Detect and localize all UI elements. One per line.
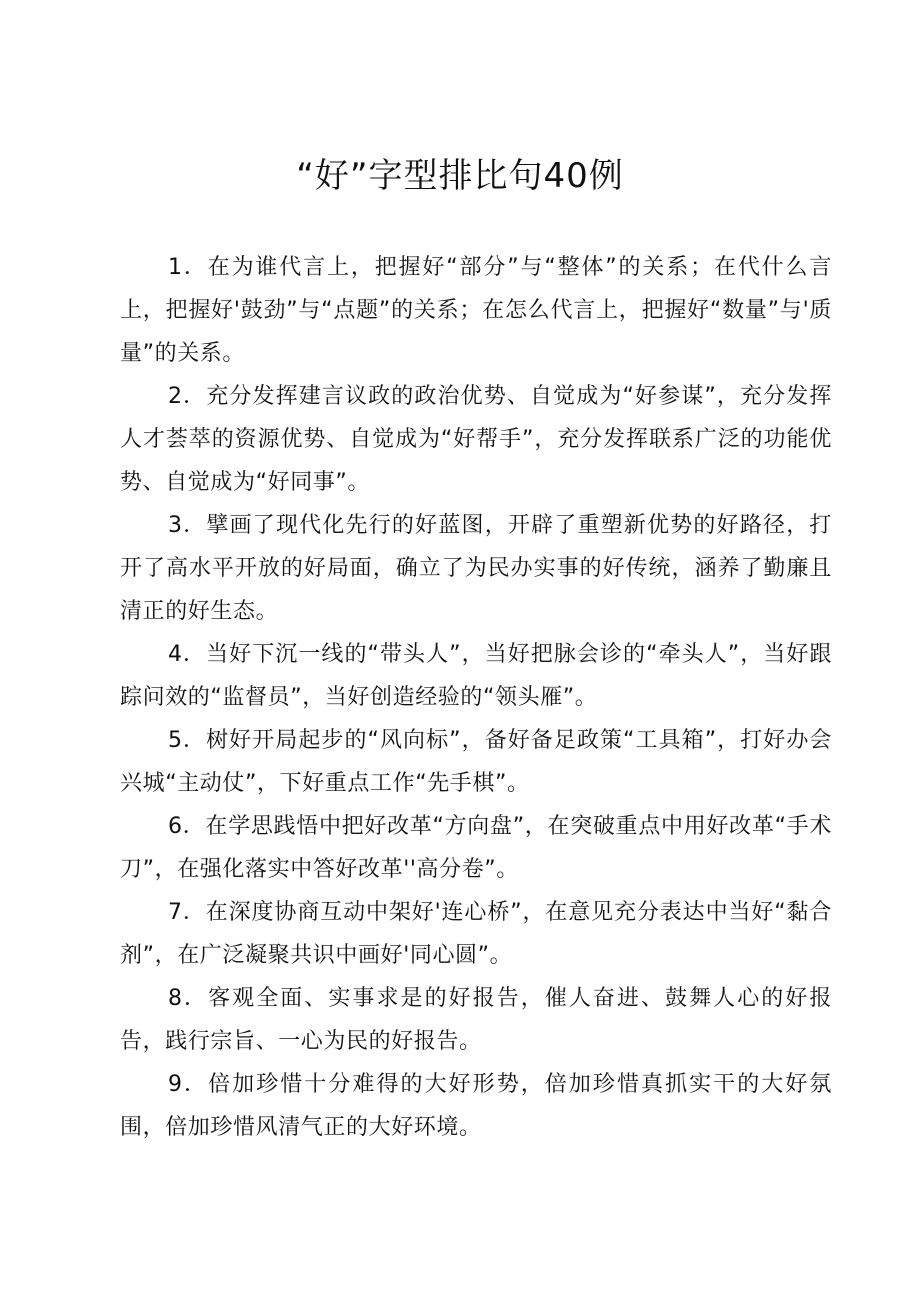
- paragraph-1: 1．在为谁代言上，把握好“部分”与“整体”的关系；在代什么言上，把握好'鼓劲”与“点题”的关系；在怎么代言上，把握好“数量”与'质量”的关系。: [120, 255, 832, 366]
- document-body: [120, 246, 832, 1149]
- paragraph-7: 7．在深度协商互动中架好'连心桥”，在意见充分表达中当好“黏合剂”，在广泛凝聚共识中画好'同心圆”。: [120, 900, 832, 968]
- paragraph-8: 8．客观全面、实事求是的好报告，催人奋进、鼓舞人心的好报告，践行宗旨、一心为民的好报告。: [120, 986, 832, 1054]
- paragraph-2: 2．充分发挥建言议政的政治优势、自觉成为“好参谋”，充分发挥人才荟萃的资源优势、自觉成为“好帮手”，充分发挥联系广泛的功能优势、自觉成为“好同事”。: [120, 384, 832, 495]
- paragraph-5: 5．树好开局起步的“风向标”，备好备足政策“工具箱”，打好办会兴城“主动仗”，下好重点工作“先手棋”。: [120, 728, 832, 796]
- paragraph-9: 9．倍加珍惜十分难得的大好形势，倍加珍惜真抓实干的大好氛围，倍加珍惜风清气正的大好环境。: [120, 1072, 832, 1140]
- document-title: “好”字型排比句40例: [296, 156, 624, 196]
- paragraph-4: 4．当好下沉一线的“带头人”，当好把脉会诊的“牵头人”，当好跟踪问效的“监督员”，当好创造经验的“领头雁”。: [120, 642, 832, 710]
- paragraph-3: 3．擘画了现代化先行的好蓝图，开辟了重塑新优势的好路径，打开了高水平开放的好局面，确立了为民办实事的好传统，涵养了勤廉且清正的好生态。: [120, 513, 832, 624]
- paragraph-6: 6．在学思践悟中把好改革“方向盘”，在突破重点中用好改革“手术刀”，在强化落实中答好改革''高分卷”。: [120, 814, 832, 882]
